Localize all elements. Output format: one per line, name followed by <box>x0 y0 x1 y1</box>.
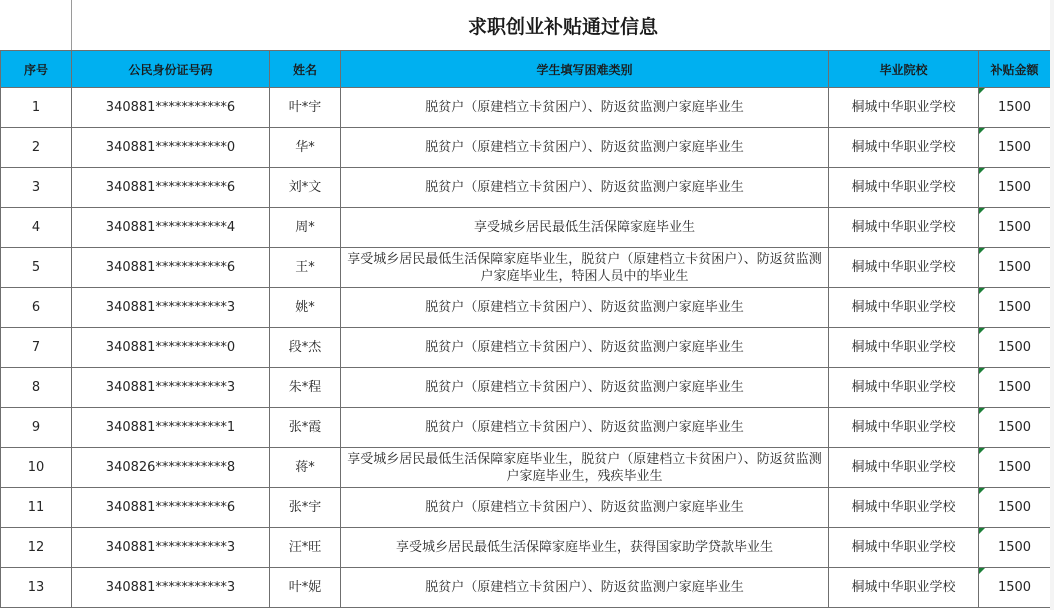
cell-category[interactable]: 脱贫户（原建档立卡贫困户）、防返贫监测户家庭毕业生 <box>341 128 829 168</box>
cell-number[interactable]: 4 <box>1 208 72 248</box>
cell-corner-marker-icon <box>979 528 985 534</box>
cell-number[interactable]: 3 <box>1 168 72 208</box>
cell-number[interactable]: 13 <box>1 568 72 608</box>
header-cell-name[interactable]: 姓名 <box>270 51 341 88</box>
cell-amount[interactable] <box>979 208 1051 248</box>
cell-id[interactable]: 340881***********0 <box>72 328 270 368</box>
header-cell-school[interactable]: 毕业院校 <box>829 51 979 88</box>
cell-name[interactable]: 汪*旺 <box>270 528 341 568</box>
amount-value: 1500 <box>997 500 1032 515</box>
cell-number[interactable]: 6 <box>1 288 72 328</box>
cell-amount[interactable] <box>979 328 1051 368</box>
cell-corner-marker-icon <box>979 288 985 294</box>
table-header-row <box>1 51 1051 88</box>
cell-school[interactable]: 桐城中华职业学校 <box>829 528 979 568</box>
cell-school[interactable]: 桐城中华职业学校 <box>829 368 979 408</box>
amount-value: 1500 <box>997 380 1032 395</box>
cell-name[interactable]: 蒋* <box>270 448 341 488</box>
table-row <box>1 568 1051 608</box>
cell-corner-marker-icon <box>979 248 985 254</box>
cell-amount[interactable] <box>979 408 1051 448</box>
amount-value: 1500 <box>997 260 1032 275</box>
cell-school[interactable]: 桐城中华职业学校 <box>829 208 979 248</box>
cell-corner-marker-icon <box>979 448 985 454</box>
cell-number[interactable]: 7 <box>1 328 72 368</box>
amount-value: 1500 <box>997 580 1032 595</box>
cell-amount[interactable] <box>979 368 1051 408</box>
cell-id[interactable]: 340881***********1 <box>72 408 270 448</box>
cell-id[interactable]: 340881***********3 <box>72 528 270 568</box>
amount-value: 1500 <box>997 180 1032 195</box>
table-row <box>1 288 1051 328</box>
cell-number[interactable]: 8 <box>1 368 72 408</box>
cell-category[interactable]: 享受城乡居民最低生活保障家庭毕业生，脱贫户（原建档立卡贫困户）、防返贫监测户家庭毕业生，特困人员中的毕业生 <box>341 248 829 288</box>
header-cell-number[interactable]: 序号 <box>1 51 72 88</box>
amount-value: 1500 <box>997 140 1032 155</box>
cell-school[interactable]: 桐城中华职业学校 <box>829 288 979 328</box>
cell-category[interactable]: 脱贫户（原建档立卡贫困户）、防返贫监测户家庭毕业生 <box>341 408 829 448</box>
cell-school[interactable]: 桐城中华职业学校 <box>829 408 979 448</box>
amount-value: 1500 <box>997 100 1032 115</box>
cell-school[interactable]: 桐城中华职业学校 <box>829 488 979 528</box>
cell-name[interactable]: 张*霞 <box>270 408 341 448</box>
cell-name[interactable]: 刘*文 <box>270 168 341 208</box>
cell-id[interactable]: 340881***********3 <box>72 368 270 408</box>
cell-category[interactable]: 脱贫户（原建档立卡贫困户）、防返贫监测户家庭毕业生 <box>341 168 829 208</box>
cell-id[interactable]: 340881***********6 <box>72 168 270 208</box>
amount-value: 1500 <box>997 460 1032 475</box>
cell-school[interactable]: 桐城中华职业学校 <box>829 248 979 288</box>
cell-name[interactable]: 华* <box>270 128 341 168</box>
cell-number[interactable]: 12 <box>1 528 72 568</box>
amount-value: 1500 <box>997 220 1032 235</box>
cell-school[interactable]: 桐城中华职业学校 <box>829 568 979 608</box>
cell-id[interactable]: 340881***********3 <box>72 288 270 328</box>
cell-number[interactable]: 5 <box>1 248 72 288</box>
cell-category[interactable]: 脱贫户（原建档立卡贫困户）、防返贫监测户家庭毕业生 <box>341 488 829 528</box>
cell-school[interactable]: 桐城中华职业学校 <box>829 88 979 128</box>
cell-category[interactable]: 脱贫户（原建档立卡贫困户）、防返贫监测户家庭毕业生 <box>341 88 829 128</box>
cell-school[interactable]: 桐城中华职业学校 <box>829 128 979 168</box>
cell-id[interactable]: 340881***********6 <box>72 88 270 128</box>
table-row <box>1 88 1051 128</box>
cell-school[interactable]: 桐城中华职业学校 <box>829 168 979 208</box>
cell-amount[interactable] <box>979 168 1051 208</box>
cell-name[interactable]: 张*宇 <box>270 488 341 528</box>
amount-value: 1500 <box>997 540 1032 555</box>
cell-name[interactable]: 叶*妮 <box>270 568 341 608</box>
cell-number[interactable]: 2 <box>1 128 72 168</box>
cell-id[interactable]: 340881***********4 <box>72 208 270 248</box>
cell-name[interactable]: 叶*宇 <box>270 88 341 128</box>
window-edge <box>1050 0 1054 610</box>
cell-category[interactable]: 享受城乡居民最低生活保障家庭毕业生，脱贫户（原建档立卡贫困户）、防返贫监测户家庭毕业生，残疾毕业生 <box>341 448 829 488</box>
cell-amount[interactable] <box>979 128 1051 168</box>
cell-category[interactable]: 脱贫户（原建档立卡贫困户）、防返贫监测户家庭毕业生 <box>341 288 829 328</box>
cell-corner-marker-icon <box>979 88 985 94</box>
cell-amount[interactable] <box>979 528 1051 568</box>
cell-category[interactable]: 享受城乡居民最低生活保障家庭毕业生 <box>341 208 829 248</box>
table-row <box>1 448 1051 488</box>
cell-amount[interactable] <box>979 488 1051 528</box>
cell-name[interactable]: 姚* <box>270 288 341 328</box>
table-row <box>1 368 1051 408</box>
cell-id[interactable]: 340881***********6 <box>72 488 270 528</box>
cell-category[interactable]: 脱贫户（原建档立卡贫困户）、防返贫监测户家庭毕业生 <box>341 328 829 368</box>
cell-id[interactable]: 340826***********8 <box>72 448 270 488</box>
table-row <box>1 528 1051 568</box>
cell-number[interactable]: 9 <box>1 408 72 448</box>
header-cell-category[interactable]: 学生填写困难类别 <box>341 51 829 88</box>
cell-amount[interactable] <box>979 88 1051 128</box>
cell-name[interactable]: 段*杰 <box>270 328 341 368</box>
cell-id[interactable]: 340881***********0 <box>72 128 270 168</box>
table-row <box>1 248 1051 288</box>
cell-school[interactable]: 桐城中华职业学校 <box>829 448 979 488</box>
amount-value: 1500 <box>997 420 1032 435</box>
cell-id[interactable]: 340881***********3 <box>72 568 270 608</box>
cell-school[interactable]: 桐城中华职业学校 <box>829 328 979 368</box>
cell-corner-marker-icon <box>979 568 985 574</box>
table-row <box>1 408 1051 448</box>
table-row <box>1 128 1051 168</box>
cell-number[interactable]: 11 <box>1 488 72 528</box>
cell-corner-marker-icon <box>979 128 985 134</box>
subsidy-table <box>0 50 1051 608</box>
cell-number[interactable]: 1 <box>1 88 72 128</box>
cell-category[interactable]: 脱贫户（原建档立卡贫困户）、防返贫监测户家庭毕业生 <box>341 568 829 608</box>
cell-name[interactable]: 周* <box>270 208 341 248</box>
cell-category[interactable]: 脱贫户（原建档立卡贫困户）、防返贫监测户家庭毕业生 <box>341 368 829 408</box>
cell-amount[interactable] <box>979 288 1051 328</box>
header-cell-amount[interactable]: 补贴金额 <box>979 51 1051 88</box>
amount-value: 1500 <box>997 340 1032 355</box>
header-cell-id[interactable]: 公民身份证号码 <box>72 51 270 88</box>
cell-amount[interactable] <box>979 448 1051 488</box>
cell-amount[interactable] <box>979 568 1051 608</box>
table-row <box>1 488 1051 528</box>
page-title: 求职创业补贴通过信息 <box>467 15 658 38</box>
cell-corner-marker-icon <box>979 168 985 174</box>
cell-name[interactable]: 王* <box>270 248 341 288</box>
cell-corner-marker-icon <box>979 208 985 214</box>
cell-corner-marker-icon <box>979 328 985 334</box>
cell-amount[interactable] <box>979 248 1051 288</box>
table-row <box>1 328 1051 368</box>
cell-corner-marker-icon <box>979 408 985 414</box>
table-row <box>1 208 1051 248</box>
cell-number[interactable]: 10 <box>1 448 72 488</box>
cell-id[interactable]: 340881***********6 <box>72 248 270 288</box>
table-row <box>1 168 1051 208</box>
cell-corner-marker-icon <box>979 488 985 494</box>
amount-value: 1500 <box>997 300 1032 315</box>
cell-category[interactable]: 享受城乡居民最低生活保障家庭毕业生，获得国家助学贷款毕业生 <box>341 528 829 568</box>
cell-corner-marker-icon <box>979 368 985 374</box>
cell-name[interactable]: 朱*程 <box>270 368 341 408</box>
